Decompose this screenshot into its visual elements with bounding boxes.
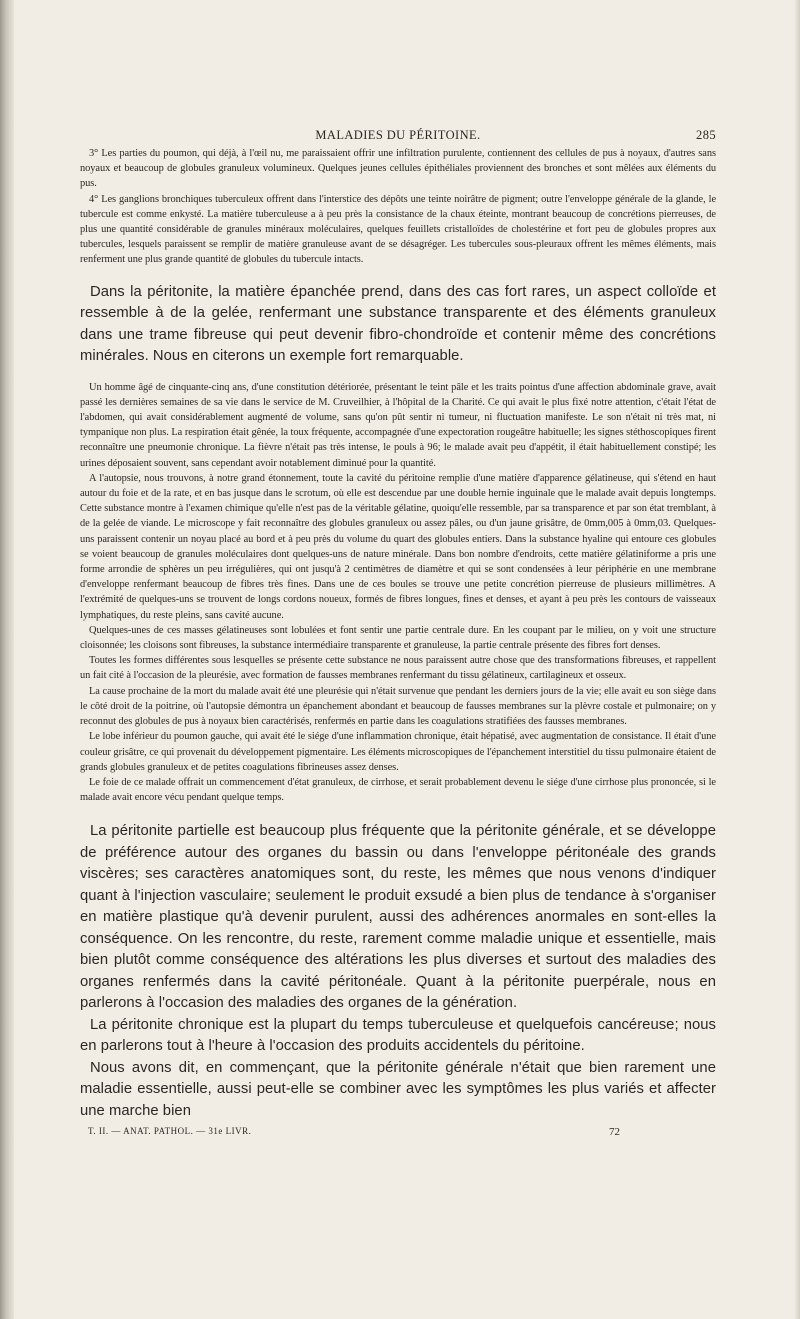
page-footer xyxy=(80,1126,716,1140)
page-edge xyxy=(794,0,800,1319)
paragraph-intro-3: 3° Les parties du poumon, qui déjà, à l'œil nu, me paraissaient offrir une infiltration purulente, contiennent des cellules de pus à noyaux, d'autres sans noyaux et beaucoup de globules granuleux volumineux. Quelques jeunes cellules épithéliales proviennent des bronches et sont mêlées aux éléments du pus. xyxy=(80,148,716,190)
paragraph-case-lung: Le lobe inférieur du poumon gauche, qui avait été le siége d'une inflammation chronique, était hépatisé, avec augmentation de consistance. Il était d'une couleur grisâtre, ce qui provenait du développement pigmentaire. Les éléments microscopiques de l'épanchement interstitiel du tissu pulmonaire étaient de grands globules granuleux et de petites coagulations fibrineuses assez denses. xyxy=(80,731,716,773)
binding-shadow xyxy=(0,0,14,1319)
signature-mark: 72 xyxy=(609,1126,620,1139)
paragraph-case-forms: Toutes les formes différentes sous lesquelles se présente cette substance ne nous paraissent autre chose que des transformations fibreuses, et rappellent un fait cité à l'occasion de la pleurésie, avec formation de fausses membranes renfermant du tissu gélatineux, cartilagineux et osseux. xyxy=(80,655,716,682)
page-number: 285 xyxy=(696,128,716,142)
book-page xyxy=(80,128,716,1140)
paragraph-partial-peritonitis: La péritonite partielle est beaucoup plus fréquente que la péritonite générale, et se développe de préférence autour des organes du bassin ou dans l'enveloppe péritonéale des grands viscères; ses caractères anatomiques sont, du reste, les mêmes que nous venons d'indiquer quant à l'injection vasculaire; seulement le produit exsudé a bien plus de tendance à s'organiser en matière plastique qu'à devenir purulent, aussi des adhérences anormales en sont-elles la conséquence. On les rencontre, du reste, rarement comme maladie unique et essentielle, mais bien plutôt comme conséquence des altérations les plus diverses et surtout des maladies des organes renfermés dans la cavité péritonéale. Quant à la péritonite puerpérale, nous en parlerons à l'occasion des maladies des organes de la génération. xyxy=(80,823,716,1012)
paragraph-colloid-peritonitis: Dans la péritonite, la matière épanchée prend, dans des cas fort rares, un aspect colloïde et ressemble à de la gelée, renfermant une substance transparente et des éléments granuleux dans une trame fibreuse qui peut devenir fibro-chondroïde et contenir même des concrétions minérales. Nous en citerons un exemple fort remarquable. xyxy=(80,283,716,365)
paragraph-case-history: Un homme âgé de cinquante-cinq ans, d'une constitution détériorée, présentant le teint pâle et les traits pointus d'une affection abdominale grave, avait passé les dernières semaines de sa vie dans le service de M. Cruveilhier, à l'hôpital de la Charité. Ce qui avait le plus fixé notre attention, c'était l'état de l'abdomen, qui avait considérablement augmenté de volume, sans qu'on pût sentir ni tumeur, ni fluctuation manifeste. Le son n'était ni très mat, ni tympanique non plus. La respiration était gênée, la toux fréquente, accompagnée d'une expectoration rougeâtre habituelle; les signes stéthoscopiques firent reconnaître une pneumonie chronique. La fièvre n'était pas très intense, le pouls à 96; le malade avait peu d'appétit, il était habituellement constipé; les urines déposaient souvent, sans cependant avoir notablement diminué pour la quantité. xyxy=(80,381,716,469)
paragraph-case-masses: Quelques-unes de ces masses gélatineuses sont lobulées et font sentir une partie centrale dure. En les coupant par le milieu, on y voit une structure cloisonnée; les cloisons sont fibreuses, la substance intermédiaire transparente et granuleuse, la partie centrale présente des fibres fort denses. xyxy=(80,624,716,652)
paragraph-case-autopsy: A l'autopsie, nous trouvons, à notre grand étonnement, toute la cavité du péritoine remplie d'une matière d'apparence gélatineuse, qui s'étend en haut autour du foie et de la rate, et en bas jusque dans le scrotum, où elle est descendue par une double hernie inguinale que le malade avait depuis longtemps. Cette substance montre à l'examen chimique qu'elle n'est pas de la véritable gélatine, quoiqu'elle ressemble, par sa transparence et par son état tremblant, à de la gelée de viande. Le microscope y fait reconnaître des globules granuleux ou assez pâles, ou d'un jaune grisâtre, de 0mm,005 à 0mm,03. Quelques-uns paraissent contenir un noyau placé au bord et à peu près du volume du quart des globules entiers. Dans la substance hyaline qui entoure ces globules se voient beaucoup de granules moléculaires dont quelques-uns de nature minérale. Dans bon nombre d'endroits, cette matière gélatiniforme a pris une forme arrondie de sphères un peu irrégulières, qui ont jusqu'à 2 centimètres de diamètre et qui se sont condensées à leur périphérie en une membrane d'enveloppe renfermant beaucoup de fibres très fines. Dans une de ces boules se trouve une petite concrétion pierreuse de plusieurs millimètres. A l'extrémité de quelques-uns se trouvent de longs cordons noueux, formés de fibres longues, fines et denses, et ayant à peu près les contours de vaisseaux lymphatiques, du reste pleins, sans cavité aucune. xyxy=(80,472,716,621)
paragraph-general-peritonitis: Nous avons dit, en commençant, que la péritonite générale n'était que bien rarement une maladie essentielle, aussi peut-elle se combiner avec les symptômes les plus variés et affecter une marche bien xyxy=(80,1059,716,1119)
paragraph-case-cause: La cause prochaine de la mort du malade avait été une pleurésie qui n'était survenue que pendant les derniers jours de la vie; elle avait eu son siège dans le côté droit de la poitrine, où l'autopsie démontra un épanchement abondant et beaucoup de fausses membranes sur la plèvre costale et pulmonaire; on y reconnut des globules de pus à noyaux bien caractérisés, renfermés en partie dans les coagulations stratifiées des fausses membranes. xyxy=(80,685,716,728)
paragraph-case-liver: Le foie de ce malade offrait un commencement d'état granuleux, de cirrhose, et serait probablement devenu le siége d'une cirrhose plus prononcée, si le malade avait encore vécu pendant quelque temps. xyxy=(80,776,716,804)
paragraph-intro-4: 4° Les ganglions bronchiques tuberculeux offrent dans l'interstice des dépôts une teinte noirâtre de pigment; outre l'enveloppe générale de la glande, le tubercule est comme enkysté. La matière tuberculeuse a à peu près la consistance de la chaux éteinte, montrant beaucoup de concrétions pierreuses, de plus une quantité considérable de granules minéraux moléculaires, quelques feuillets cristalloïdes de cholestérine et fort peu de globules propres aux tubercules, lesquels paraissent se remplir de matière granuleuse avant de se désagréger. Les tubercules sous-pleuraux offrent les mêmes éléments, mais renferment une plus grande quantité de globules du tubercule intacts. xyxy=(80,193,716,266)
paragraph-chronic-peritonitis: La péritonite chronique est la plupart du temps tuberculeuse et quelquefois cancéreuse; nous en parlerons tout à l'heure à l'occasion des produits accidentels du péritoine. xyxy=(80,1016,716,1055)
volume-note: T. II. — ANAT. PATHOL. — 31e LIVR. xyxy=(88,1126,252,1137)
running-title: MALADIES DU PÉRITOINE. xyxy=(315,128,481,142)
running-header xyxy=(80,128,716,146)
